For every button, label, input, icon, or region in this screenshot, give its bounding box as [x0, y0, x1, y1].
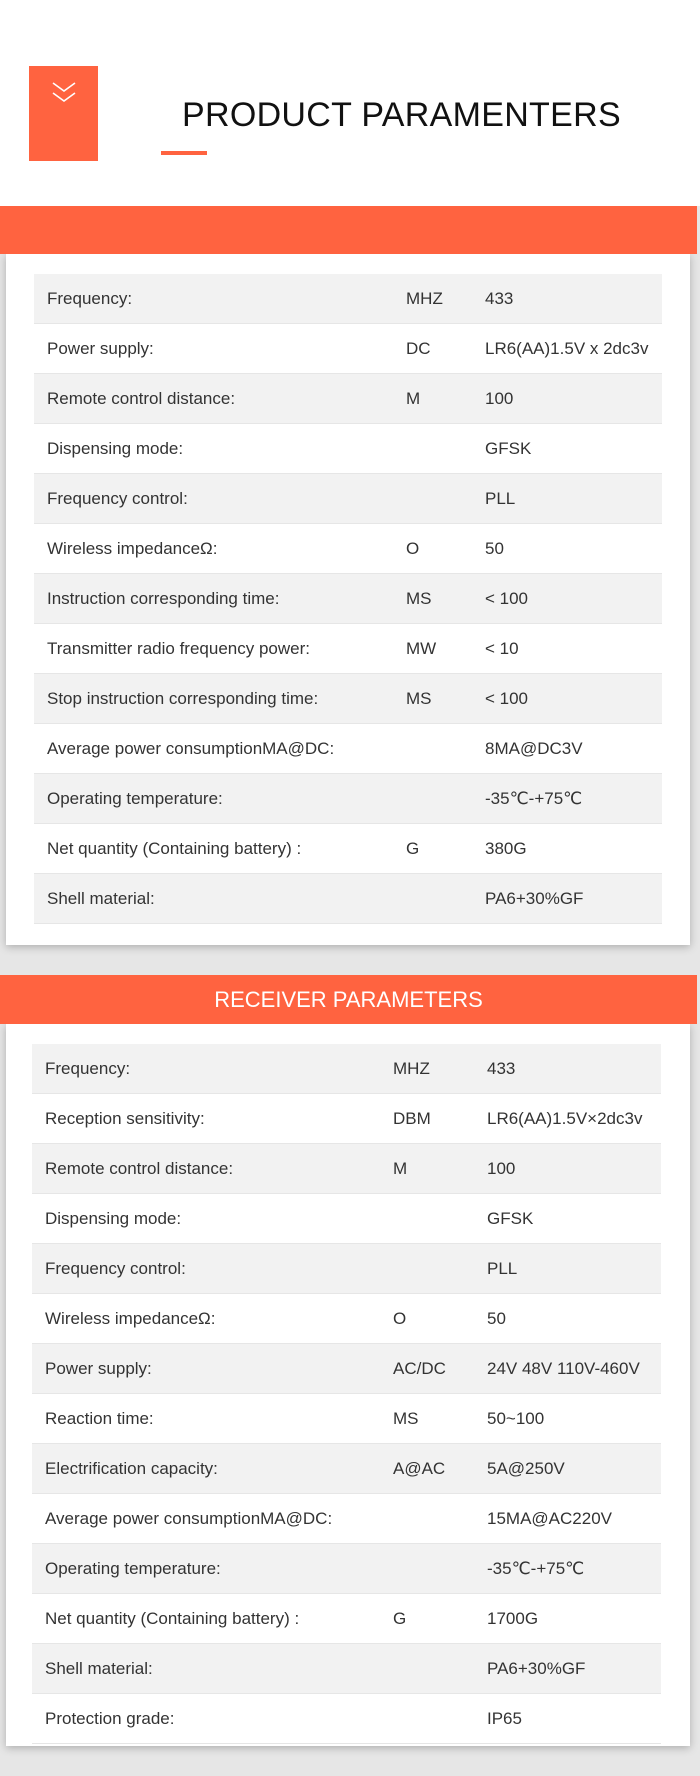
- table-row: [32, 1344, 661, 1394]
- param-name: Operating temperature:: [47, 789, 223, 808]
- table-row: [32, 1194, 661, 1244]
- receiver-parameters-card: [6, 1024, 690, 1746]
- param-value: GFSK: [485, 439, 532, 458]
- param-unit: MS: [406, 689, 432, 708]
- table-row: [34, 524, 662, 574]
- param-unit: DC: [406, 339, 431, 358]
- param-value: LR6(AA)1.5V×2dc3v: [487, 1109, 643, 1128]
- table-row: [34, 624, 662, 674]
- table-row: [34, 874, 662, 924]
- receiver-parameters-table: [6, 1044, 690, 1744]
- double-chevron-down-icon: [51, 66, 77, 111]
- table-row: [32, 1394, 661, 1444]
- param-unit: M: [406, 389, 421, 408]
- param-value: 50: [487, 1309, 506, 1328]
- param-name: Instruction corresponding time:: [47, 589, 280, 608]
- param-value: 50: [485, 539, 504, 558]
- param-name: Net quantity (Containing battery) :: [45, 1609, 300, 1628]
- param-name: Frequency control:: [47, 489, 188, 508]
- param-unit: AC/DC: [393, 1359, 446, 1378]
- param-unit: O: [406, 539, 420, 558]
- table-row: [34, 574, 662, 624]
- param-value: PA6+30%GF: [487, 1659, 586, 1678]
- param-name: Shell material:: [45, 1659, 153, 1678]
- param-value: -35℃-+75℃: [487, 1559, 585, 1578]
- table-row: [34, 724, 662, 774]
- param-value: 433: [487, 1059, 516, 1078]
- param-name: Dispensing mode:: [47, 439, 184, 458]
- table-row: [32, 1294, 661, 1344]
- param-value: 50~100: [487, 1409, 545, 1428]
- param-value: PLL: [485, 489, 516, 508]
- table-row: [34, 774, 662, 824]
- param-name: Frequency control:: [45, 1259, 186, 1278]
- table-row: [32, 1694, 661, 1744]
- param-name: Remote control distance:: [47, 389, 236, 408]
- param-unit: A@AC: [393, 1459, 446, 1478]
- table-row: [34, 674, 662, 724]
- table-row: [32, 1594, 661, 1644]
- param-unit: G: [406, 839, 420, 858]
- transmitter-parameters-card: [6, 254, 690, 945]
- param-name: Reaction time:: [45, 1409, 154, 1428]
- table-row: [34, 274, 662, 324]
- param-unit: DBM: [393, 1109, 431, 1128]
- param-value: PLL: [487, 1259, 518, 1278]
- param-value: GFSK: [487, 1209, 534, 1228]
- header-badge: [29, 66, 98, 161]
- param-name: Protection grade:: [45, 1709, 175, 1728]
- param-name: Stop instruction corresponding time:: [47, 689, 319, 708]
- table-row: [32, 1044, 661, 1094]
- param-value: < 100: [485, 589, 529, 608]
- page-header: [0, 0, 700, 206]
- param-value: IP65: [487, 1709, 522, 1728]
- param-name: Dispensing mode:: [45, 1209, 182, 1228]
- param-value: 24V 48V 110V-460V: [487, 1359, 640, 1378]
- param-unit: MS: [393, 1409, 419, 1428]
- param-value: 433: [485, 289, 514, 308]
- param-name: Electrification capacity:: [45, 1459, 218, 1478]
- param-name: Wireless impedanceΩ:: [45, 1309, 216, 1328]
- param-unit: G: [393, 1609, 407, 1628]
- param-value: 100: [487, 1159, 516, 1178]
- param-value: 8MA@DC3V: [485, 739, 583, 758]
- table-row: [32, 1144, 661, 1194]
- table-row: [34, 424, 662, 474]
- table-row: [34, 824, 662, 874]
- table-row: [32, 1494, 661, 1544]
- param-unit: O: [393, 1309, 407, 1328]
- param-value: LR6(AA)1.5V x 2dc3v: [485, 339, 649, 358]
- param-name: Frequency:: [45, 1059, 131, 1078]
- page-title: PRODUCT PARAMENTERS: [182, 96, 621, 134]
- param-name: Average power consumptionMA@DC:: [45, 1509, 333, 1528]
- table-row: [32, 1094, 661, 1144]
- transmitter-parameters-table: [6, 274, 690, 924]
- table-row: [32, 1244, 661, 1294]
- param-name: Operating temperature:: [45, 1559, 221, 1578]
- param-value: 380G: [485, 839, 527, 858]
- table-row: [34, 374, 662, 424]
- table-row: [32, 1444, 661, 1494]
- param-name: Power supply:: [47, 339, 154, 358]
- table-row: [32, 1644, 661, 1694]
- param-value: -35℃-+75℃: [485, 789, 583, 808]
- param-name: Reception sensitivity:: [45, 1109, 205, 1128]
- table-row: [34, 324, 662, 374]
- param-name: Power supply:: [45, 1359, 152, 1378]
- param-value: 5A@250V: [487, 1459, 565, 1478]
- param-name: Frequency:: [47, 289, 133, 308]
- param-name: Net quantity (Containing battery) :: [47, 839, 302, 858]
- param-value: 1700G: [487, 1609, 539, 1628]
- table-row: [34, 474, 662, 524]
- param-value: PA6+30%GF: [485, 889, 584, 908]
- param-unit: MS: [406, 589, 432, 608]
- param-name: Average power consumptionMA@DC:: [47, 739, 335, 758]
- param-unit: MW: [406, 639, 437, 658]
- param-unit: M: [393, 1159, 408, 1178]
- param-value: 100: [485, 389, 514, 408]
- param-name: Remote control distance:: [45, 1159, 234, 1178]
- receiver-parameters-banner: RECEIVER PARAMETERS: [0, 975, 697, 1024]
- title-underline: [161, 151, 207, 155]
- param-name: Wireless impedanceΩ:: [47, 539, 218, 558]
- table-row: [32, 1544, 661, 1594]
- param-value: < 100: [485, 689, 529, 708]
- param-value: 15MA@AC220V: [487, 1509, 612, 1528]
- param-value: < 10: [485, 639, 519, 658]
- param-unit: MHZ: [406, 289, 443, 308]
- transmitter-parameters-banner: [0, 206, 697, 254]
- param-unit: MHZ: [393, 1059, 430, 1078]
- param-name: Transmitter radio frequency power:: [47, 639, 310, 658]
- param-name: Shell material:: [47, 889, 155, 908]
